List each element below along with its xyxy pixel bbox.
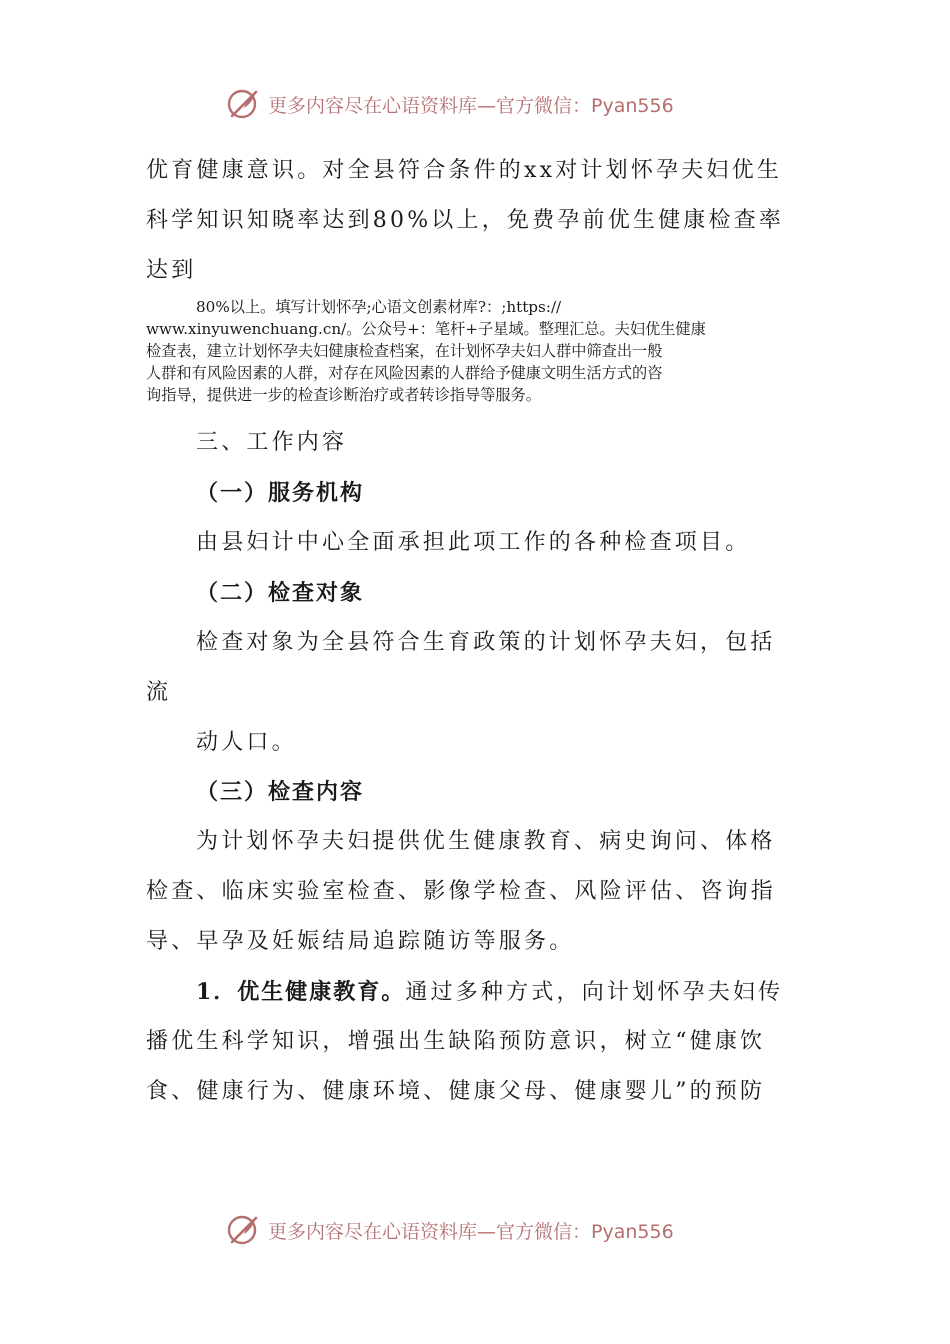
quill-logo-icon [226,1212,262,1248]
body-line: 动人口。 [196,730,297,755]
section-heading: 三、工作内容 [196,430,348,455]
body-line: 检查对象为全县符合生育政策的计划怀孕夫妇，包括 [196,630,776,655]
quill-logo-icon [226,86,262,122]
list-item-text: 通过多种方式，向计划怀孕夫妇传 [405,980,784,1005]
header-watermark [226,86,726,122]
body-line: 为计划怀孕夫妇提供优生健康教育、病史询问、体格 [196,829,776,854]
subsection-heading: （一）服务机构 [196,480,365,506]
body-line: 食、健康行为、健康环境、健康父母、健康婴儿”的预防 [146,1079,766,1104]
body-line: 由县妇计中心全面承担此项工作的各种检查项目。 [196,530,751,555]
body-small-line: 询指导，提供进一步的检查诊断治疗或者转诊指导等服务。 [146,386,541,404]
body-line: 检查、临床实验室检查、影像学检查、风险评估、咨询指 [146,879,777,904]
body-line: 导、早孕及妊娠结局追踪随访等服务。 [146,929,575,954]
body-small-line: 人群和有风险因素的人群，对存在风险因素的人群给予健康文明生活方式的咨 [146,364,663,382]
footer-watermark [226,1212,726,1248]
body-line: 播优生科学知识，增强出生缺陷预防意识，树立“健康饮 [146,1029,766,1054]
body-line: 流 [146,680,172,705]
footer-brand-text: 更多内容尽在心语资料库—官方微信：Pyan556 [268,1220,674,1243]
body-line: 科学知识知晓率达到80%以上，免费孕前优生健康检查率 [146,208,785,233]
body-line: 达到 [146,258,197,283]
subsection-heading: （二）检查对象 [196,580,365,606]
subsection-heading: （三）检查内容 [196,779,365,805]
body-small-line: www.xinyuwenchuang.cn/。公众号+：笔杆+子星域。整理汇总。夫妇优生健康 [146,320,706,338]
list-item [196,977,856,1008]
body-line: 优育健康意识。对全县符合条件的xx对计划怀孕夫妇优生 [146,158,783,183]
list-item-label: 1．优生健康教育。 [196,979,406,1005]
header-brand-text: 更多内容尽在心语资料库—官方微信：Pyan556 [268,94,674,117]
body-small-line: 检查表，建立计划怀孕夫妇健康检查档案，在计划怀孕夫妇人群中筛查出一般 [146,342,663,360]
body-small-line: 80%以上。填写计划怀孕;心语文创素材库?：;https:// [196,298,562,316]
